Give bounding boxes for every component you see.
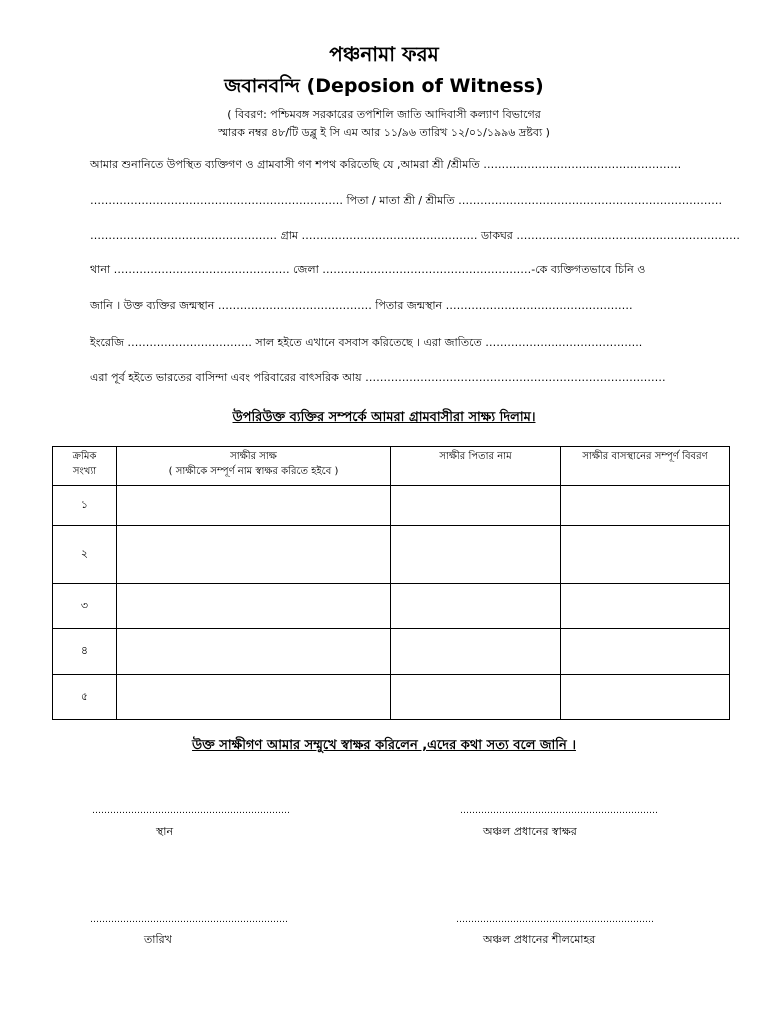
- father-name-cell[interactable]: [391, 526, 561, 584]
- father-name-cell[interactable]: [391, 675, 561, 720]
- witness-signature-cell[interactable]: [117, 675, 391, 720]
- serial-cell: ৩: [53, 584, 117, 629]
- oath-line-3: …………………………………………… গ্রাম ………………………………………… ডাকঘর …………………………………………………….: [90, 229, 740, 242]
- column-header-residence-details: সাক্ষীর বাসস্থানের সম্পূর্ণ বিবরণ: [561, 447, 730, 486]
- witness-signature-cell[interactable]: [117, 486, 391, 526]
- form-title: পঞ্চনামা ফরম: [329, 42, 439, 66]
- father-name-cell[interactable]: [391, 486, 561, 526]
- signature-dotted-line[interactable]: …………………………………………………………: [460, 806, 658, 816]
- column-header-serial: ক্রমিক সংখ্যা: [53, 447, 117, 486]
- chief-signature-label: অঞ্চল প্রধানের স্বাক্ষর: [483, 825, 577, 838]
- table-row: [53, 584, 730, 629]
- place-label: স্থান: [156, 825, 174, 838]
- residence-cell[interactable]: [561, 584, 730, 629]
- reference-note-line-2: স্মারক নম্বর ৪৮/টি ডব্লু ই সি এম আর ১১/৯৬ তারিখ ১২/০১/১৯৯৬ দ্রষ্টব্য ): [218, 126, 550, 139]
- table-row: [53, 675, 730, 720]
- attestation-statement: উক্ত সাক্ষীগণ আমার সম্মুখে স্বাক্ষর করিলেন ,এদের কথা সত্য বলে জানি ।: [192, 738, 576, 753]
- serial-cell: ৫: [53, 675, 117, 720]
- residence-cell[interactable]: [561, 526, 730, 584]
- serial-cell: ৪: [53, 629, 117, 675]
- residence-cell[interactable]: [561, 675, 730, 720]
- table-row: [53, 486, 730, 526]
- residence-cell[interactable]: [561, 629, 730, 675]
- witness-signature-cell[interactable]: [117, 629, 391, 675]
- witness-table-header-row: [53, 447, 730, 486]
- date-dotted-line[interactable]: …………………………………………………………: [90, 915, 288, 925]
- witness-signature-cell[interactable]: [117, 526, 391, 584]
- father-name-cell[interactable]: [391, 584, 561, 629]
- column-header-witness-signature: সাক্ষীর সাক্ষ ( সাক্ষীকে সম্পূর্ণ নাম স্বাক্ষর করিতে হইবে ): [117, 447, 391, 486]
- oath-line-1: আমার শুনানিতে উপস্থিত ব্যক্তিগণ ও গ্রামবাসী গণ শপথ করিতেছি যে ,আমরা শ্রী /শ্রীমতি ………………………………………………: [90, 158, 682, 171]
- serial-cell: ১: [53, 486, 117, 526]
- oath-line-5: জানি । উক্ত ব্যক্তির জন্মস্থান …………………………………… পিতার জন্মস্থান ……………………………………………: [90, 299, 633, 312]
- witness-table-heading: উপরিউক্ত ব্যক্তির সম্পর্কে আমরা গ্রামবাসীরা সাক্ষ্য দিলাম।: [232, 410, 536, 425]
- seal-dotted-line[interactable]: …………………………………………………………: [456, 915, 654, 925]
- oath-line-2: …………………………………………………………… পিতা / মাতা শ্রী / শ্রীমতি ………………………………………………………………: [90, 194, 723, 207]
- table-row: [53, 526, 730, 584]
- oath-line-6: ইংরেজি ……………………………. সাল হইতে এখানে বসবাস করিতেছে । এরা জাতিতে ………………..…………………..: [90, 336, 643, 349]
- chief-seal-label: অঞ্চল প্রধানের শীলমোহর: [483, 933, 596, 946]
- place-dotted-line[interactable]: …………………………………………………………: [92, 806, 290, 816]
- date-label: তারিখ: [144, 933, 172, 946]
- serial-cell: ২: [53, 526, 117, 584]
- residence-cell[interactable]: [561, 486, 730, 526]
- table-row: [53, 629, 730, 675]
- column-header-father-name: সাক্ষীর পিতার নাম: [391, 447, 561, 486]
- form-subtitle: জবানবন্দি (Deposion of Witness): [224, 75, 544, 97]
- oath-line-4: থানা ………………………………………… জেলা …………………………………………………-কে ব্যক্তিগতভাবে চিনি ও: [90, 263, 646, 276]
- father-name-cell[interactable]: [391, 629, 561, 675]
- oath-line-7: এরা পূর্ব হইতে ভারতের বাসিন্দা এবং পরিবারের বাৎসরিক আয় ………………………………………………………………….……: [90, 371, 666, 384]
- witness-signature-cell[interactable]: [117, 584, 391, 629]
- witness-table: [52, 446, 730, 720]
- reference-note-line-1: ( বিবরণ: পশ্চিমবঙ্গ সরকারের তপশিলি জাতি আদিবাসী কল্যাণ বিভাগের: [227, 108, 541, 121]
